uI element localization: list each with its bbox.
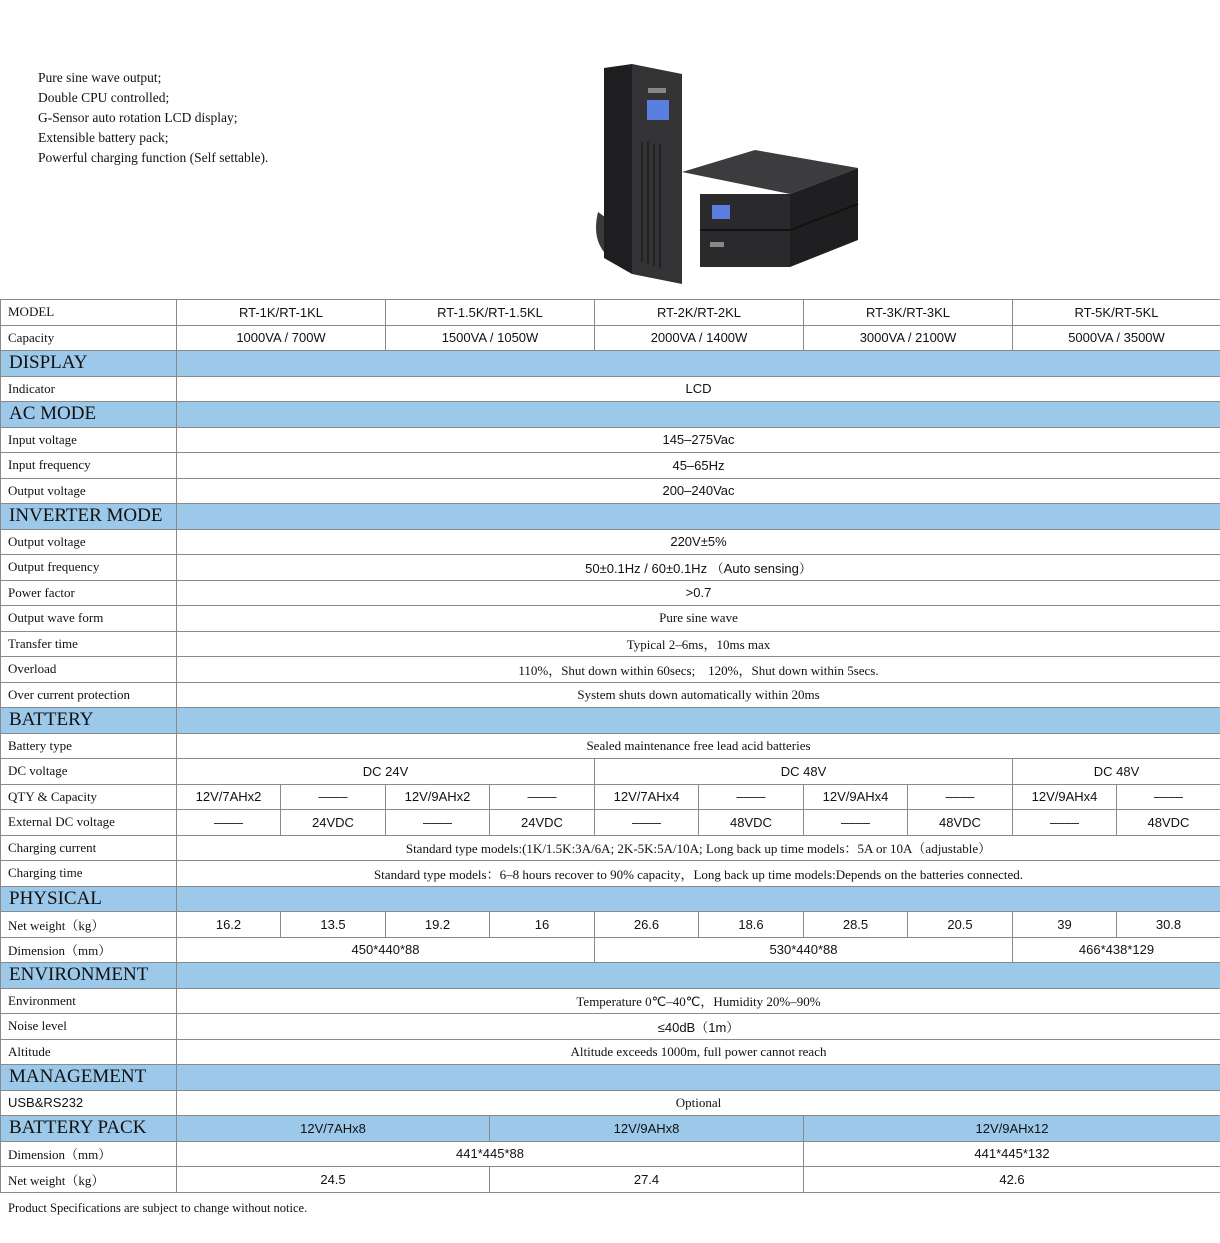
qty-cell: 12V/9AHx4 <box>804 784 908 810</box>
tower-logo <box>648 88 666 93</box>
capacity-label: Capacity <box>1 325 177 351</box>
row-label: Output voltage <box>1 478 177 504</box>
row-value: Standard type models:(1K/1.5K:3A/6A; 2K-5K:5A/10A; Long back up time models：5A or 10A（adjustable） <box>177 835 1220 861</box>
model-name: RT-1K/RT-1KL <box>177 300 386 326</box>
section-title: BATTERY <box>1 708 177 734</box>
model-name: RT-5K/RT-5KL <box>1013 300 1220 326</box>
section-ac-mode <box>1 402 1220 428</box>
environment-row <box>1 988 1220 1014</box>
section-battery-pack <box>1 1116 1220 1142</box>
row-label: Charging time <box>1 861 177 887</box>
pack-weight-row <box>1 1167 1220 1193</box>
external-dc-row <box>1 810 1220 836</box>
row-value: 45–65Hz <box>177 453 1220 479</box>
transfer-time-row <box>1 631 1220 657</box>
dc-voltage-row <box>1 759 1220 785</box>
row-value: 200–240Vac <box>177 478 1220 504</box>
tower-front <box>632 64 682 284</box>
capacity-value: 3000VA / 2100W <box>804 325 1013 351</box>
weight-cell: 28.5 <box>804 912 908 938</box>
model-name: RT-2K/RT-2KL <box>595 300 804 326</box>
ext-dc-cell: –––– <box>595 810 699 836</box>
rack-lcd <box>712 205 730 219</box>
pack-dimension: 441*445*88 <box>177 1141 804 1167</box>
weight-cell: 16 <box>490 912 595 938</box>
row-label: Noise level <box>1 1014 177 1040</box>
row-label: Over current protection <box>1 682 177 708</box>
net-weight-row <box>1 912 1220 938</box>
section-environment <box>1 963 1220 989</box>
weight-cell: 13.5 <box>281 912 386 938</box>
section-title: MANAGEMENT <box>1 1065 177 1091</box>
capacity-value: 2000VA / 1400W <box>595 325 804 351</box>
dc-voltage-value: DC 48V <box>595 759 1013 785</box>
qty-cell: 12V/9AHx4 <box>1013 784 1117 810</box>
model-name: RT-1.5K/RT-1.5KL <box>386 300 595 326</box>
usb-row <box>1 1090 1220 1116</box>
row-value: Standard type models：6–8 hours recover to 90% capacity，Long back up time models:Depends on the batteries connected. <box>177 861 1220 887</box>
ext-dc-cell: –––– <box>177 810 281 836</box>
power-factor-row <box>1 580 1220 606</box>
dimension-cell: 466*438*129 <box>1013 937 1220 963</box>
row-value: LCD <box>177 376 1220 402</box>
row-label: Output wave form <box>1 606 177 632</box>
dimension-cell: 530*440*88 <box>595 937 1013 963</box>
row-value: System shuts down automatically within 20ms <box>177 682 1220 708</box>
feature-item: Extensible battery pack; <box>38 130 169 145</box>
overload-row <box>1 657 1220 683</box>
row-label: Power factor <box>1 580 177 606</box>
row-value: Temperature 0℃–40℃，Humidity 20%–90% <box>177 988 1220 1014</box>
tower-lcd <box>647 100 669 120</box>
section-title: ENVIRONMENT <box>1 963 177 989</box>
row-value: 220V±5% <box>177 529 1220 555</box>
row-value: Altitude exceeds 1000m, full power cannot reach <box>177 1039 1220 1065</box>
spec-table <box>0 299 1220 1193</box>
weight-cell: 18.6 <box>699 912 804 938</box>
row-label: USB&RS232 <box>1 1090 177 1116</box>
row-label: Net weight（kg） <box>1 912 177 938</box>
row-value: >0.7 <box>177 580 1220 606</box>
weight-cell: 26.6 <box>595 912 699 938</box>
row-label: QTY & Capacity <box>1 784 177 810</box>
feature-list <box>38 68 268 168</box>
ext-dc-cell: 48VDC <box>1117 810 1220 836</box>
row-value: Sealed maintenance free lead acid batteries <box>177 733 1220 759</box>
charging-time-row <box>1 861 1220 887</box>
capacity-value: 1000VA / 700W <box>177 325 386 351</box>
section-title: INVERTER MODE <box>1 504 177 530</box>
battery-type-row <box>1 733 1220 759</box>
capacity-value: 1500VA / 1050W <box>386 325 595 351</box>
row-label: Transfer time <box>1 631 177 657</box>
feature-item: Powerful charging function (Self settable). <box>38 150 269 165</box>
pack-config: 12V/9AHx8 <box>490 1116 804 1142</box>
section-title: BATTERY PACK <box>1 1116 177 1142</box>
row-label: Overload <box>1 657 177 683</box>
row-label: Indicator <box>1 376 177 402</box>
indicator-row <box>1 376 1220 402</box>
model-row <box>1 300 1220 326</box>
pack-config: 12V/9AHx12 <box>804 1116 1220 1142</box>
noise-row <box>1 1014 1220 1040</box>
ext-dc-cell: 24VDC <box>281 810 386 836</box>
row-label: Charging current <box>1 835 177 861</box>
dimension-row <box>1 937 1220 963</box>
model-name: RT-3K/RT-3KL <box>804 300 1013 326</box>
ac-output-voltage-row <box>1 478 1220 504</box>
tower-side <box>604 64 632 274</box>
capacity-value: 5000VA / 3500W <box>1013 325 1220 351</box>
section-physical <box>1 886 1220 912</box>
ext-dc-cell: –––– <box>804 810 908 836</box>
row-value: 50±0.1Hz / 60±0.1Hz （Auto sensing） <box>177 555 1220 581</box>
inv-output-frequency-row <box>1 555 1220 581</box>
feature-item: Pure sine wave output; <box>38 70 162 85</box>
wave-form-row <box>1 606 1220 632</box>
row-label: Battery type <box>1 733 177 759</box>
row-label: Input frequency <box>1 453 177 479</box>
section-title: DISPLAY <box>1 351 177 377</box>
section-title: AC MODE <box>1 402 177 428</box>
dimension-cell: 450*440*88 <box>177 937 595 963</box>
charging-current-row <box>1 835 1220 861</box>
row-value: Pure sine wave <box>177 606 1220 632</box>
row-label: Input voltage <box>1 427 177 453</box>
footnote: Product Specifications are subject to change without notice. <box>8 1201 308 1215</box>
qty-cell: 12V/7AHx2 <box>177 784 281 810</box>
ext-dc-cell: 48VDC <box>699 810 804 836</box>
pack-dimension-row <box>1 1141 1220 1167</box>
rack-logo <box>710 242 724 247</box>
feature-item: Double CPU controlled; <box>38 90 170 105</box>
qty-cell: –––– <box>908 784 1013 810</box>
section-battery <box>1 708 1220 734</box>
row-label: Output voltage <box>1 529 177 555</box>
pack-dimension: 441*445*132 <box>804 1141 1220 1167</box>
weight-cell: 19.2 <box>386 912 490 938</box>
feature-item: G-Sensor auto rotation LCD display; <box>38 110 238 125</box>
row-label: External DC voltage <box>1 810 177 836</box>
row-value: ≤40dB（1m） <box>177 1014 1220 1040</box>
row-label: Environment <box>1 988 177 1014</box>
weight-cell: 16.2 <box>177 912 281 938</box>
ext-dc-cell: 48VDC <box>908 810 1013 836</box>
qty-cell: 12V/7AHx4 <box>595 784 699 810</box>
dc-voltage-value: DC 48V <box>1013 759 1220 785</box>
weight-cell: 30.8 <box>1117 912 1220 938</box>
row-value: Typical 2–6ms，10ms max <box>177 631 1220 657</box>
over-current-row <box>1 682 1220 708</box>
altitude-row <box>1 1039 1220 1065</box>
ups-product-image <box>590 62 870 284</box>
row-label: Dimension（mm） <box>1 937 177 963</box>
row-value: 110%，Shut down within 60secs; 120%，Shut down within 5secs. <box>177 657 1220 683</box>
section-display <box>1 351 1220 377</box>
section-management <box>1 1065 1220 1091</box>
section-inverter-mode <box>1 504 1220 530</box>
row-label: DC voltage <box>1 759 177 785</box>
ac-input-voltage-row <box>1 427 1220 453</box>
ext-dc-cell: –––– <box>386 810 490 836</box>
model-label: MODEL <box>1 300 177 326</box>
ac-input-frequency-row <box>1 453 1220 479</box>
row-label: Altitude <box>1 1039 177 1065</box>
qty-cell: –––– <box>281 784 386 810</box>
pack-weight: 27.4 <box>490 1167 804 1193</box>
row-label: Dimension（mm） <box>1 1141 177 1167</box>
weight-cell: 20.5 <box>908 912 1013 938</box>
row-value: 145–275Vac <box>177 427 1220 453</box>
pack-weight: 24.5 <box>177 1167 490 1193</box>
weight-cell: 39 <box>1013 912 1117 938</box>
ext-dc-cell: –––– <box>1013 810 1117 836</box>
qty-cell: 12V/9AHx2 <box>386 784 490 810</box>
dc-voltage-value: DC 24V <box>177 759 595 785</box>
row-label: Net weight（kg） <box>1 1167 177 1193</box>
row-value: Optional <box>177 1090 1220 1116</box>
qty-cell: –––– <box>1117 784 1220 810</box>
row-label: Output frequency <box>1 555 177 581</box>
qty-capacity-row <box>1 784 1220 810</box>
qty-cell: –––– <box>699 784 804 810</box>
ext-dc-cell: 24VDC <box>490 810 595 836</box>
section-title: PHYSICAL <box>1 886 177 912</box>
pack-weight: 42.6 <box>804 1167 1220 1193</box>
inv-output-voltage-row <box>1 529 1220 555</box>
qty-cell: –––– <box>490 784 595 810</box>
capacity-row <box>1 325 1220 351</box>
pack-config: 12V/7AHx8 <box>177 1116 490 1142</box>
